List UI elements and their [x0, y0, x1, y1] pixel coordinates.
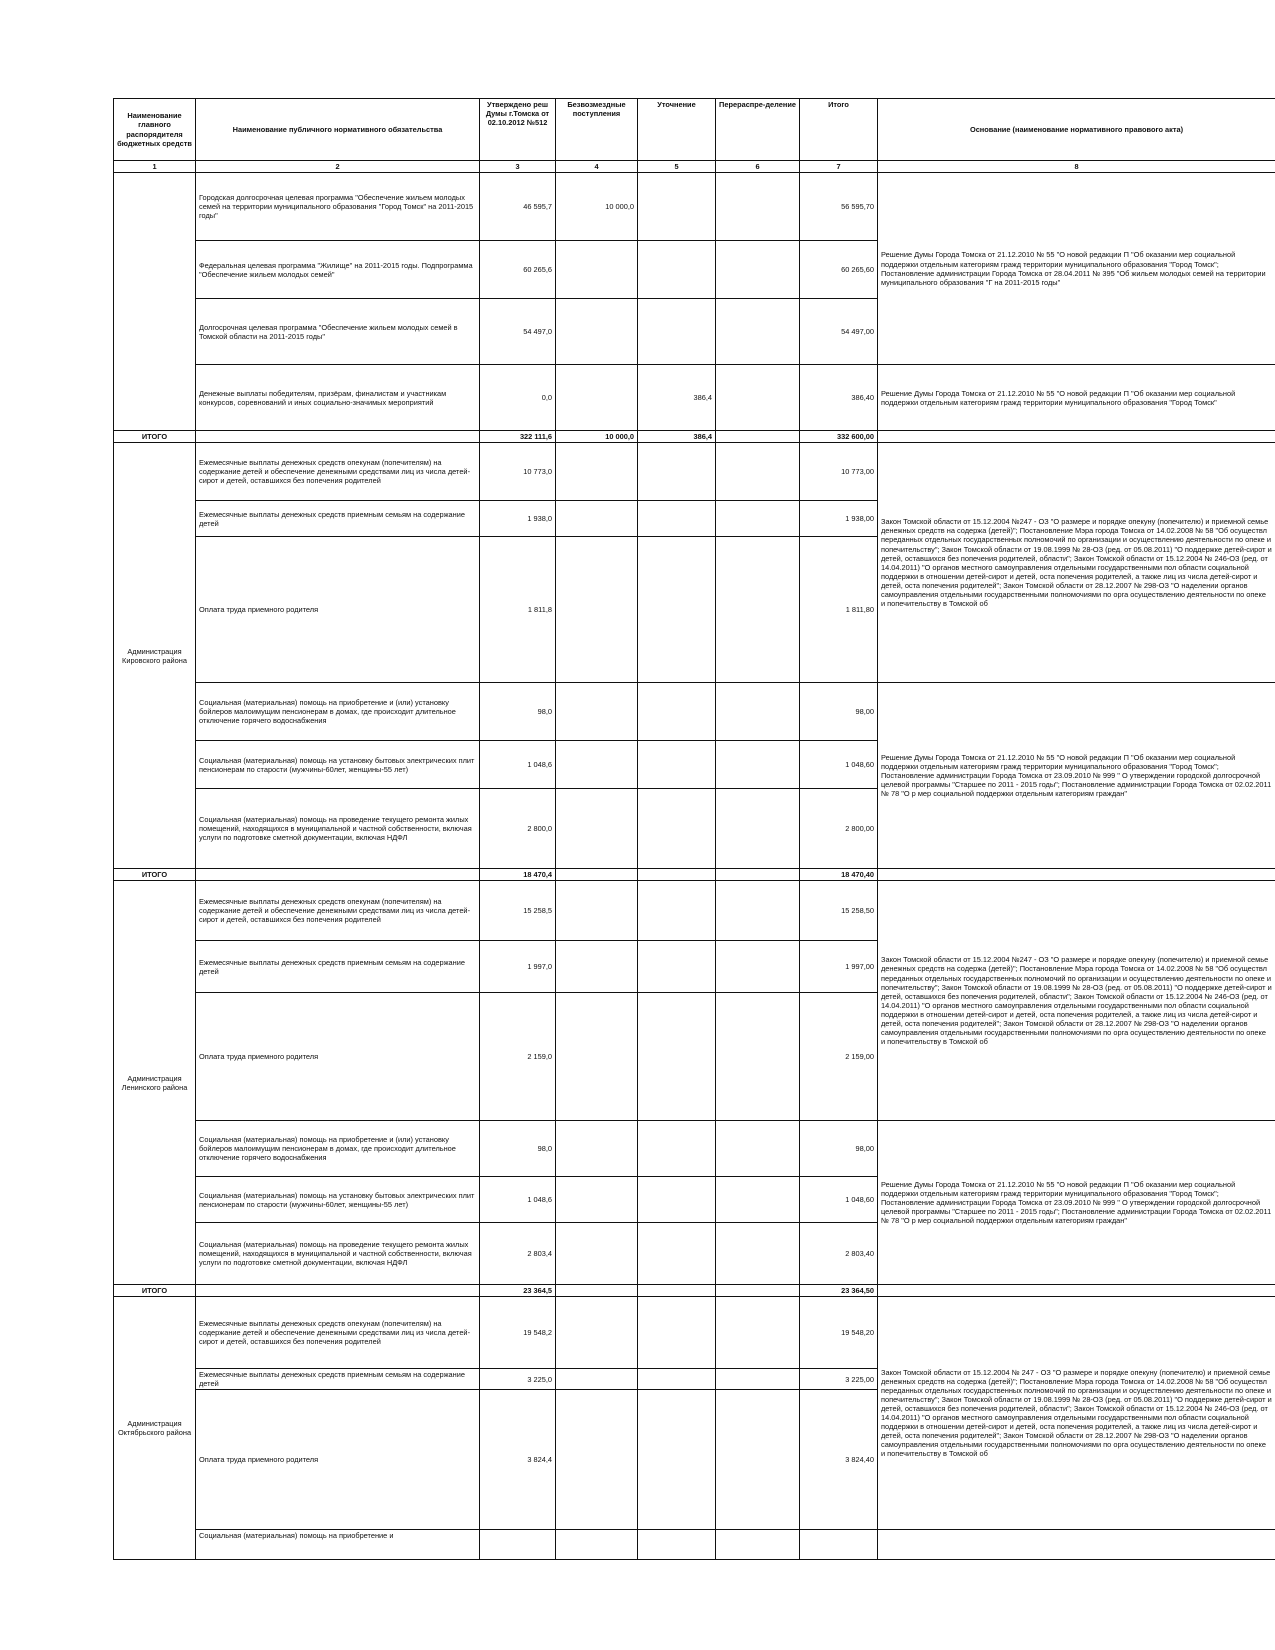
empty-cell [556, 1121, 638, 1177]
header-total: Итого [800, 99, 878, 161]
col-number: 3 [480, 161, 556, 173]
empty-cell [638, 789, 716, 869]
total-sum: 18 470,40 [800, 869, 878, 881]
obligation-name: Социальная (материальная) помощь на приобретение и [196, 1530, 480, 1560]
obligation-name: Ежемесячные выплаты денежных средств опекунам (попечителям) на содержание детей и обеспечение денежными средствами лиц из числа детей-сирот и детей, оставшихся без попечения родителей [196, 443, 480, 501]
empty-cell [638, 1530, 716, 1560]
total-row [114, 1285, 1275, 1297]
empty-cell [638, 1177, 716, 1223]
total-label: ИТОГО [114, 869, 196, 881]
empty-cell [556, 537, 638, 683]
grants-value: 10 000,0 [556, 173, 638, 241]
empty-cell [556, 941, 638, 993]
approved-value: 3 225,0 [480, 1369, 556, 1390]
table-row [114, 683, 1275, 741]
approved-value: 1 048,6 [480, 1177, 556, 1223]
empty-cell [556, 1530, 638, 1560]
empty-cell [638, 537, 716, 683]
total-sum: 23 364,50 [800, 1285, 878, 1297]
total-label: ИТОГО [114, 1285, 196, 1297]
total-value: 15 258,50 [800, 881, 878, 941]
obligation-name: Оплата труда приемного родителя [196, 993, 480, 1121]
total-value: 56 595,70 [800, 173, 878, 241]
total-value: 1 811,80 [800, 537, 878, 683]
total-value: 10 773,00 [800, 443, 878, 501]
basis-text: Закон Томской области от 15.12.2004 №247 - ОЗ "О размере и порядке опекуну (попечителю) и приемной семье денежных средств на содержа (детей)"; Постановление Мэра города Томска от 14.02.2008 № 58 "Об осуществл переданных отдельных государственных полномочий по организации и осуществлению деятельности по опеке и попечительству"; Закон Томской области от 19.08.1999 № 28-ОЗ (ред. от 05.08.2011) "О поддержке детей-сирот и детей, оставшихся без попечения родителей, области"; Закон Томской области от 15.12.2004 № 246-ОЗ (ред. от 14.04.2011) "О органов местного самоуправления отдельными государственными пол области социальной поддержки в отношении детей-сирот и детей, оста попечения родителей, а также лиц из числа детей-сирот и детей, оста попечения родителей"; Закон Томской области от 28.12.2007 № 298-ОЗ "О наделении органов самоуправления отдельными государственными полномочиями по орга осуществлению деятельности по опеке и попечительству в Томской об [878, 881, 1275, 1121]
total-value: 1 048,60 [800, 1177, 878, 1223]
col-number: 5 [638, 161, 716, 173]
total-value: 2 803,40 [800, 1223, 878, 1285]
empty-cell [878, 1530, 1275, 1560]
empty-cell [556, 869, 638, 881]
grants-value [556, 365, 638, 431]
obligation-name: Федеральная целевая программа "Жилище" на 2011-2015 годы. Подпрограмма "Обеспечение жильем молодых семей" [196, 241, 480, 299]
empty-cell [638, 1223, 716, 1285]
total-value: 98,00 [800, 683, 878, 741]
obligation-name: Социальная (материальная) помощь на приобретение и (или) установку бойлеров малоимущим пенсионерам в домах, где происходит длительное отключение горячего водоснабжения [196, 1121, 480, 1177]
table-row [114, 1297, 1275, 1369]
empty-cell [716, 741, 800, 789]
total-value: 54 497,00 [800, 299, 878, 365]
table-row [114, 173, 1275, 241]
empty-cell [716, 869, 800, 881]
obligation-name: Социальная (материальная) помощь на проведение текущего ремонта жилых помещений, находящихся в муниципальной и частной собственности, включая услуги по подготовке сметной документации, включая НДФЛ [196, 789, 480, 869]
redistribution-value [716, 365, 800, 431]
approved-value: 0,0 [480, 365, 556, 431]
col-number: 6 [716, 161, 800, 173]
empty-cell [878, 869, 1275, 881]
approved-value [480, 1530, 556, 1560]
header-redistribution: Перераспре-деление [716, 99, 800, 161]
obligation-name: Долгосрочная целевая программа "Обеспечение жильем молодых семей в Томской области на 2011-2015 годы" [196, 299, 480, 365]
basis-text: Решение Думы Города Томска от 21.12.2010 № 55 "О новой редакции П "Об оказании мер социальной поддержки отдельным категориям гражд территории муниципального образования "Город Томск"; Постановление администрации Города Томска от 28.04.2011 № 395 "Об жильем молодых семей на территории муниципального образования "Г на 2011-2015 годы" [878, 173, 1275, 365]
obligations-table [113, 98, 1275, 1560]
total-value: 60 265,60 [800, 241, 878, 299]
empty-cell [556, 443, 638, 501]
clarification-value [638, 241, 716, 299]
empty-cell [716, 993, 800, 1121]
approved-value: 15 258,5 [480, 881, 556, 941]
empty-cell [556, 993, 638, 1121]
empty-cell [716, 1530, 800, 1560]
empty-cell [638, 1390, 716, 1530]
total-sum: 332 600,00 [800, 431, 878, 443]
empty-cell [716, 941, 800, 993]
empty-cell [716, 1369, 800, 1390]
empty-cell [638, 869, 716, 881]
manager-name: Администрация Ленинского района [114, 881, 196, 1285]
grants-value [556, 299, 638, 365]
empty-cell [638, 741, 716, 789]
table-row [114, 443, 1275, 501]
empty-cell [638, 993, 716, 1121]
empty-cell [716, 1223, 800, 1285]
empty-cell [196, 1285, 480, 1297]
col-number: 2 [196, 161, 480, 173]
total-row [114, 431, 1275, 443]
empty-cell [638, 1285, 716, 1297]
total-value: 3 824,40 [800, 1390, 878, 1530]
empty-cell [638, 941, 716, 993]
total-grants: 10 000,0 [556, 431, 638, 443]
obligation-name: Городская долгосрочная целевая программа "Обеспечение жильем молодых семей на территории муниципального образования "Город Томск" на 2011-2015 годы" [196, 173, 480, 241]
total-value: 1 997,00 [800, 941, 878, 993]
header-grants: Безвозмездные поступления [556, 99, 638, 161]
empty-cell [638, 1121, 716, 1177]
header-basis: Основание (наименование нормативного правового акта) [878, 99, 1275, 161]
approved-value: 98,0 [480, 1121, 556, 1177]
total-value [800, 1530, 878, 1560]
total-value: 98,00 [800, 1121, 878, 1177]
total-value: 1 048,60 [800, 741, 878, 789]
empty-cell [878, 1285, 1275, 1297]
empty-cell [556, 1297, 638, 1369]
empty-cell [638, 881, 716, 941]
approved-value: 2 803,4 [480, 1223, 556, 1285]
obligation-name: Ежемесячные выплаты денежных средств опекунам (попечителям) на содержание детей и обеспечение денежными средствами лиц из числа детей-сирот и детей, оставшихся без попечения родителей [196, 881, 480, 941]
basis-text: Решение Думы Города Томска от 21.12.2010 № 55 "О новой редакции П "Об оказании мер социальной поддержки отдельным категориям гражд территории муниципального образования "Город Томск"; Постановление администрации Города Томска от 23.09.2010 № 999 " О утверждении городской долгосрочной целевой программы "Старшее по 2011 - 2015 годы"; Постановление администрации Города Томска от 02.02.2011 № 78 "О р мер социальной поддержки отдельным категориям граждан" [878, 683, 1275, 869]
empty-cell [556, 881, 638, 941]
total-row [114, 869, 1275, 881]
approved-value: 1 048,6 [480, 741, 556, 789]
empty-cell [638, 1297, 716, 1369]
total-approved: 18 470,4 [480, 869, 556, 881]
empty-cell [716, 881, 800, 941]
empty-cell [716, 1121, 800, 1177]
table-row [114, 365, 1275, 431]
empty-cell [716, 431, 800, 443]
clarification-value [638, 173, 716, 241]
table-row [114, 881, 1275, 941]
total-label: ИТОГО [114, 431, 196, 443]
approved-value: 60 265,6 [480, 241, 556, 299]
empty-cell [716, 1177, 800, 1223]
clarification-value: 386,4 [638, 365, 716, 431]
approved-value: 1 997,0 [480, 941, 556, 993]
obligation-name: Ежемесячные выплаты денежных средств приемным семьям на содержание детей [196, 501, 480, 537]
empty-cell [638, 501, 716, 537]
approved-value: 98,0 [480, 683, 556, 741]
approved-value: 46 595,7 [480, 173, 556, 241]
obligation-name: Оплата труда приемного родителя [196, 1390, 480, 1530]
approved-value: 10 773,0 [480, 443, 556, 501]
total-value: 19 548,20 [800, 1297, 878, 1369]
table-row [114, 1530, 1275, 1560]
total-approved: 322 111,6 [480, 431, 556, 443]
empty-cell [716, 1285, 800, 1297]
header-clarification: Уточнение [638, 99, 716, 161]
redistribution-value [716, 173, 800, 241]
manager-name: Администрация Кировского района [114, 443, 196, 869]
approved-value: 1 811,8 [480, 537, 556, 683]
table-row [114, 1121, 1275, 1177]
basis-text: Закон Томской области от 15.12.2004 №247 - ОЗ "О размере и порядке опекуну (попечителю) и приемной семье денежных средств на содержа (детей)"; Постановление Мэра города Томска от 14.02.2008 № 58 "Об осуществл переданных отдельных государственных полномочий по организации и осуществлению деятельности по опеке и попечительству"; Закон Томской области от 19.08.1999 № 28-ОЗ (ред. от 05.08.2011) "О поддержке детей-сирот и детей, оставшихся без попечения родителей, области"; Закон Томской области от 15.12.2004 № 246-ОЗ (ред. от 14.04.2011) "О органов местного самоуправления отдельными государственными пол области социальной поддержки в отношении детей-сирот и детей, оста попечения родителей, а также лиц из числа детей-сирот и детей, оста попечения родителей"; Закон Томской области от 28.12.2007 № 298-ОЗ "О наделении органов самоуправления отдельными государственными полномочиями по орга осуществлению деятельности по опеке и попечительству в Томской об [878, 443, 1275, 683]
empty-cell [196, 431, 480, 443]
obligation-name: Денежные выплаты победителям, призёрам, финалистам и участникам конкурсов, соревнований и иных социально-значимых мероприятий [196, 365, 480, 431]
col-number: 7 [800, 161, 878, 173]
clarification-value [638, 299, 716, 365]
empty-cell [716, 683, 800, 741]
approved-value: 1 938,0 [480, 501, 556, 537]
empty-cell [556, 789, 638, 869]
approved-value: 19 548,2 [480, 1297, 556, 1369]
empty-cell [638, 443, 716, 501]
redistribution-value [716, 241, 800, 299]
total-value: 386,40 [800, 365, 878, 431]
empty-cell [556, 1369, 638, 1390]
header-obligation: Наименование публичного нормативного обязательства [196, 99, 480, 161]
obligation-name: Оплата труда приемного родителя [196, 537, 480, 683]
empty-cell [878, 431, 1275, 443]
obligation-name: Ежемесячные выплаты денежных средств приемным семьям на содержание детей [196, 941, 480, 993]
total-value: 1 938,00 [800, 501, 878, 537]
column-number-row [114, 161, 1275, 173]
col-number: 4 [556, 161, 638, 173]
total-value: 2 800,00 [800, 789, 878, 869]
header-row [114, 99, 1275, 161]
basis-text: Решение Думы Города Томска от 21.12.2010 № 55 "О новой редакции П "Об оказании мер социальной поддержки отдельным категориям гражд территории муниципального образования "Город Томск" [878, 365, 1275, 431]
empty-cell [556, 1285, 638, 1297]
total-clarification: 386,4 [638, 431, 716, 443]
empty-cell [556, 1390, 638, 1530]
obligation-name: Социальная (материальная) помощь на проведение текущего ремонта жилых помещений, находящихся в муниципальной и частной собственности, включая услуги по подготовке сметной документации, включая НДФЛ [196, 1223, 480, 1285]
empty-cell [716, 1297, 800, 1369]
obligation-name: Ежемесячные выплаты денежных средств опекунам (попечителям) на содержание детей и обеспечение денежными средствами лиц из числа детей-сирот и детей, оставшихся без попечения родителей [196, 1297, 480, 1369]
approved-value: 54 497,0 [480, 299, 556, 365]
empty-cell [716, 789, 800, 869]
empty-cell [556, 1177, 638, 1223]
obligation-name: Социальная (материальная) помощь на приобретение и (или) установку бойлеров малоимущим пенсионерам в домах, где происходит длительное отключение горячего водоснабжения [196, 683, 480, 741]
approved-value: 3 824,4 [480, 1390, 556, 1530]
header-approved: Утверждено реш Думы г.Томска от 02.10.2012 №512 [480, 99, 556, 161]
manager-cell [114, 173, 196, 431]
grants-value [556, 241, 638, 299]
basis-text: Решение Думы Города Томска от 21.12.2010 № 55 "О новой редакции П "Об оказании мер социальной поддержки отдельным категориям гражд территории муниципального образования "Город Томск"; Постановление администрации Города Томска от 23.09.2010 № 999 " О утверждении городской долгосрочной целевой программы "Старшее по 2011 - 2015 годы"; Постановление администрации Города Томска от 02.02.2011 № 78 "О р мер социальной поддержки отдельным категориям граждан" [878, 1121, 1275, 1285]
approved-value: 2 800,0 [480, 789, 556, 869]
col-number: 8 [878, 161, 1275, 173]
obligation-name: Социальная (материальная) помощь на установку бытовых электрических плит пенсионерам по старости (мужчины-60лет, женщины-55 лет) [196, 741, 480, 789]
empty-cell [716, 443, 800, 501]
basis-text: Закон Томской области от 15.12.2004 № 247 - ОЗ "О размере и порядке опекуну (попечителю) и приемной семье денежных средств на содержа (детей)"; Постановление Мэра города Томска от 14.02.2008 № 58 "Об осуществл переданных отдельных государственных полномочий по организации и осуществлению деятельности по опеке и попечительству"; Закон Томской области от 19.08.1999 № 28-ОЗ (ред. от 05.08.2011) "О поддержке детей-сирот и детей, оставшихся без попечения родителей, области"; Закон Томской области от 15.12.2004 № 246-ОЗ (ред. от 14.04.2011) "О органов местного самоуправления отдельными государственными пол области социальной поддержки в отношении детей-сирот и детей, оста попечения родителей, а также лиц из числа детей-сирот и детей, оста попечения родителей"; Закон Томской области от 28.12.2007 № 298-ОЗ "О наделении органов самоуправления отдельными государственными полномочиями по орга осуществлению деятельности по опеке и попечительству в Томской об [878, 1297, 1275, 1530]
manager-name: Администрация Октябрьского района [114, 1297, 196, 1560]
approved-value: 2 159,0 [480, 993, 556, 1121]
empty-cell [196, 869, 480, 881]
empty-cell [638, 1369, 716, 1390]
empty-cell [556, 1223, 638, 1285]
empty-cell [716, 537, 800, 683]
empty-cell [556, 741, 638, 789]
col-number: 1 [114, 161, 196, 173]
empty-cell [556, 501, 638, 537]
empty-cell [716, 501, 800, 537]
obligation-name: Социальная (материальная) помощь на установку бытовых электрических плит пенсионерам по старости (мужчины-60лет, женщины-55 лет) [196, 1177, 480, 1223]
empty-cell [556, 683, 638, 741]
empty-cell [638, 683, 716, 741]
total-approved: 23 364,5 [480, 1285, 556, 1297]
total-value: 2 159,00 [800, 993, 878, 1121]
total-value: 3 225,00 [800, 1369, 878, 1390]
empty-cell [716, 1390, 800, 1530]
obligation-name: Ежемесячные выплаты денежных средств приемным семьям на содержание детей [196, 1369, 480, 1390]
header-manager: Наименование главного распорядителя бюджетных средств [114, 99, 196, 161]
redistribution-value [716, 299, 800, 365]
